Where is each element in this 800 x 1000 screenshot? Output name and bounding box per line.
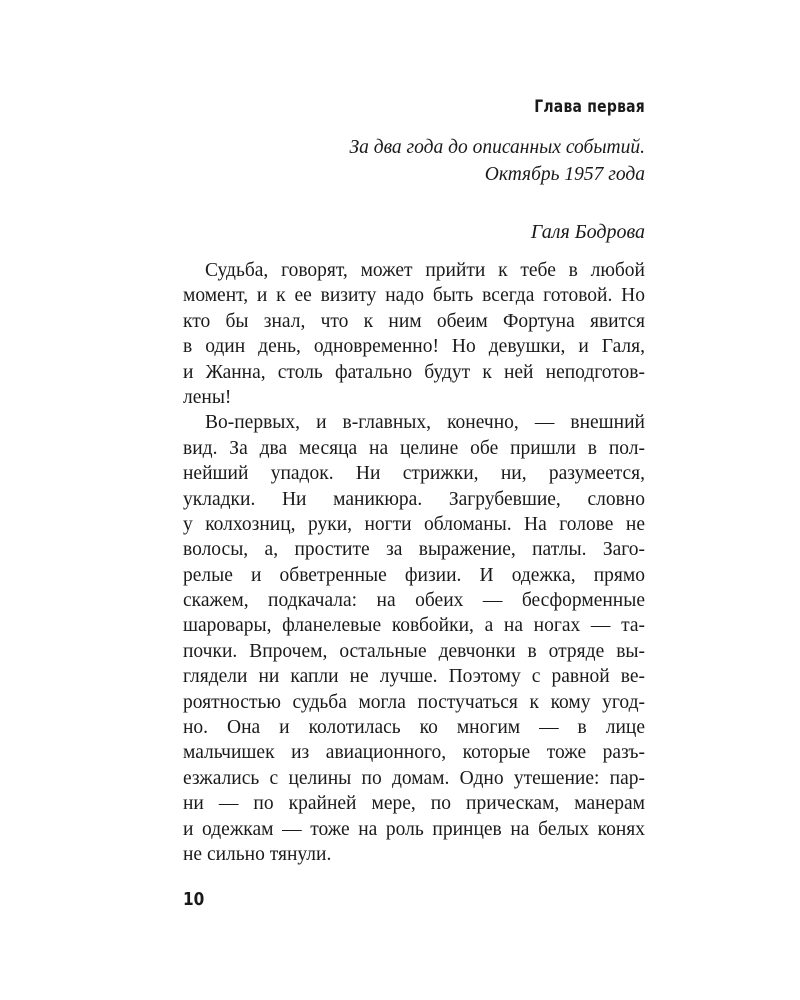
text-line: роятностью судьба могла постучаться к кому угод- xyxy=(183,691,645,713)
chapter-title: Глава первая xyxy=(534,97,645,117)
text-line: и Жанна, столь фатально будут к ней неподготов- xyxy=(183,361,645,383)
text-line: езжались с целины по домам. Одно утешение: пар- xyxy=(183,767,645,789)
text-line: ни — по крайней мере, по прическам, манерам xyxy=(183,793,645,815)
text-line: момент, и к ее визиту надо быть всегда готовой. Но xyxy=(183,285,645,307)
text-line: в один день, одновременно! Но девушки, и Галя, xyxy=(183,336,645,358)
text-line: релые и обветренные физии. И одежка, прямо xyxy=(183,564,645,586)
text-line: волосы, а, простите за выражение, патлы. Заго- xyxy=(183,539,645,561)
text-line: Судьба, говорят, может прийти к тебе в любой xyxy=(205,260,645,281)
text-line: скажем, подкачала: на обеих — бесформенные xyxy=(183,590,645,612)
text-line: у колхозниц, руки, ногти обломаны. На голове не xyxy=(183,513,645,535)
text-line: кто бы знал, что к ним обеим Фортуна явится xyxy=(183,310,645,332)
epigraph-line: Октябрь 1957 года xyxy=(484,164,645,185)
book-page xyxy=(183,96,645,867)
text-line: шаровары, фланелевые ковбойки, а на ногах — та- xyxy=(183,615,645,637)
text-line: лены! xyxy=(183,386,232,408)
text-line: и одежкам — тоже на роль принцев на белых конях xyxy=(183,818,645,840)
body-text xyxy=(183,258,645,867)
text-line: глядели ни капли не лучше. Поэтому с равной ве- xyxy=(183,666,645,688)
text-line: почки. Впрочем, остальные девчонки в отряде вы- xyxy=(183,640,645,662)
page-number: 10 xyxy=(183,889,205,910)
text-line: нейший упадок. Ни стрижки, ни, разумеется, xyxy=(183,463,645,485)
epigraph xyxy=(183,134,645,188)
epigraph-line: За два года до описанных событий. xyxy=(349,137,645,158)
text-line: мальчишек из авиационного, которые тоже разъ- xyxy=(183,742,645,764)
text-line: вид. За два месяца на целине обе пришли в пол- xyxy=(183,437,645,459)
pov-character-heading: Галя Бодрова xyxy=(530,221,645,243)
text-line: но. Она и колотилась ко многим — в лице xyxy=(183,717,645,739)
text-line: не сильно тянули. xyxy=(183,843,332,865)
text-line: Во-первых, и в-главных, конечно, — внешний xyxy=(205,412,645,434)
text-line: укладки. Ни маникюра. Загрубевшие, словно xyxy=(183,488,645,510)
